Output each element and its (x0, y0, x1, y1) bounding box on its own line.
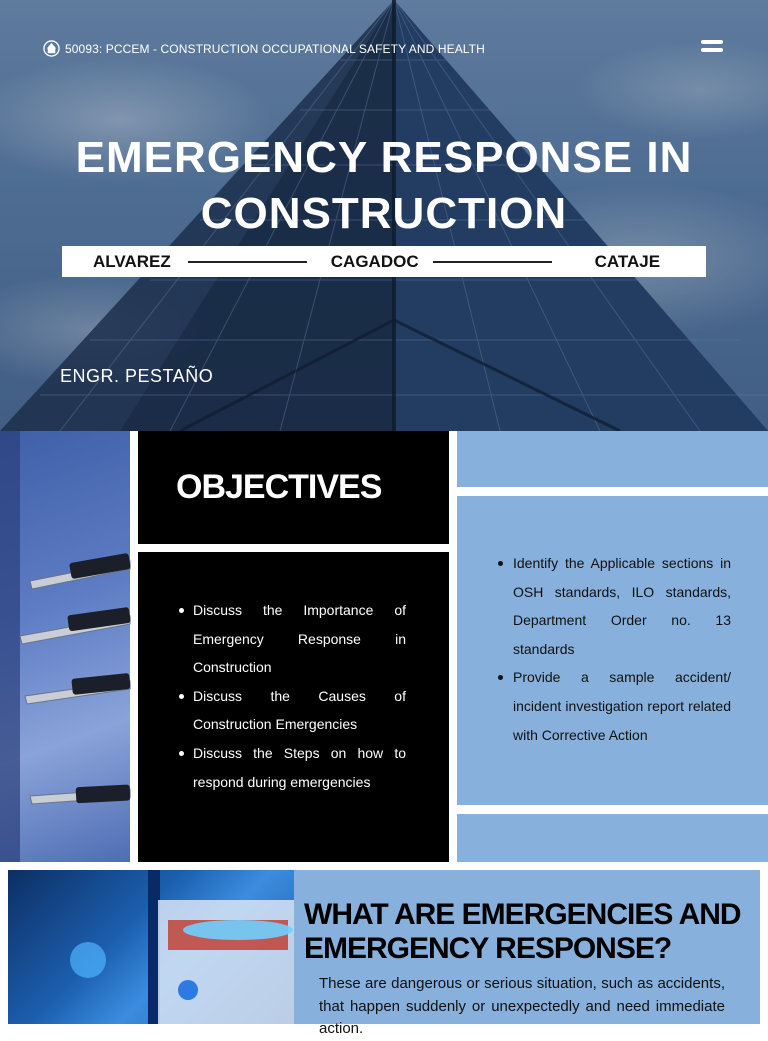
ambulance-image (8, 870, 294, 1024)
ambulance-illustration (8, 870, 294, 1024)
instructor-name: ENGR. PESTAÑO (60, 366, 214, 386)
divider-line (188, 261, 307, 263)
objectives-title: OBJECTIVES (176, 468, 382, 506)
list-item: Discuss the Causes of Construction Emergencies (176, 682, 406, 739)
menu-bar (701, 40, 723, 44)
building-logo-icon (43, 40, 60, 57)
emergency-description: These are dangerous or serious situation, such as accidents, that happen suddenly or unexpectedly and need immediate action. (319, 975, 725, 1037)
list-item: Provide a sample accident/ incident investigation report related with Corrective Action (495, 663, 731, 749)
objectives-left-list (176, 596, 406, 796)
emergency-panel (294, 870, 760, 1037)
objectives-left-panel (138, 552, 449, 862)
dartboard-image (0, 431, 130, 862)
dartboard-illustration (0, 431, 130, 862)
authors-bar (62, 246, 706, 277)
list-item: Identify the Applicable sections in OSH standards, ILO standards, Department Order no. 13 standards (495, 549, 731, 663)
emergency-title: WHAT ARE EMERGENCIES AND EMERGENCY RESPONSE? (304, 898, 741, 965)
objectives-right-panel (457, 496, 768, 805)
author-name: CATAJE (594, 251, 661, 271)
objectives-header (138, 431, 449, 544)
course-label[interactable]: 50093: PCCEM - CONSTRUCTION OCCUPATIONAL SAFETY AND HEALTH (65, 41, 485, 56)
hero-banner (0, 0, 768, 431)
list-item: Discuss the Steps on how to respond during emergencies (176, 739, 406, 796)
blue-block-bottom (457, 814, 768, 862)
blue-block-top (457, 431, 768, 487)
topbar (43, 40, 485, 57)
objectives-right-list (495, 549, 731, 749)
author-name: ALVAREZ (93, 251, 171, 271)
list-item: Discuss the Importance of Emergency Response in Construction (176, 596, 406, 682)
hamburger-menu-icon[interactable] (701, 40, 725, 56)
author-name: CAGADOC (330, 251, 419, 271)
menu-bar (701, 48, 723, 52)
divider-line (433, 261, 552, 263)
page-title: EMERGENCY RESPONSE IN CONSTRUCTION (75, 133, 693, 238)
